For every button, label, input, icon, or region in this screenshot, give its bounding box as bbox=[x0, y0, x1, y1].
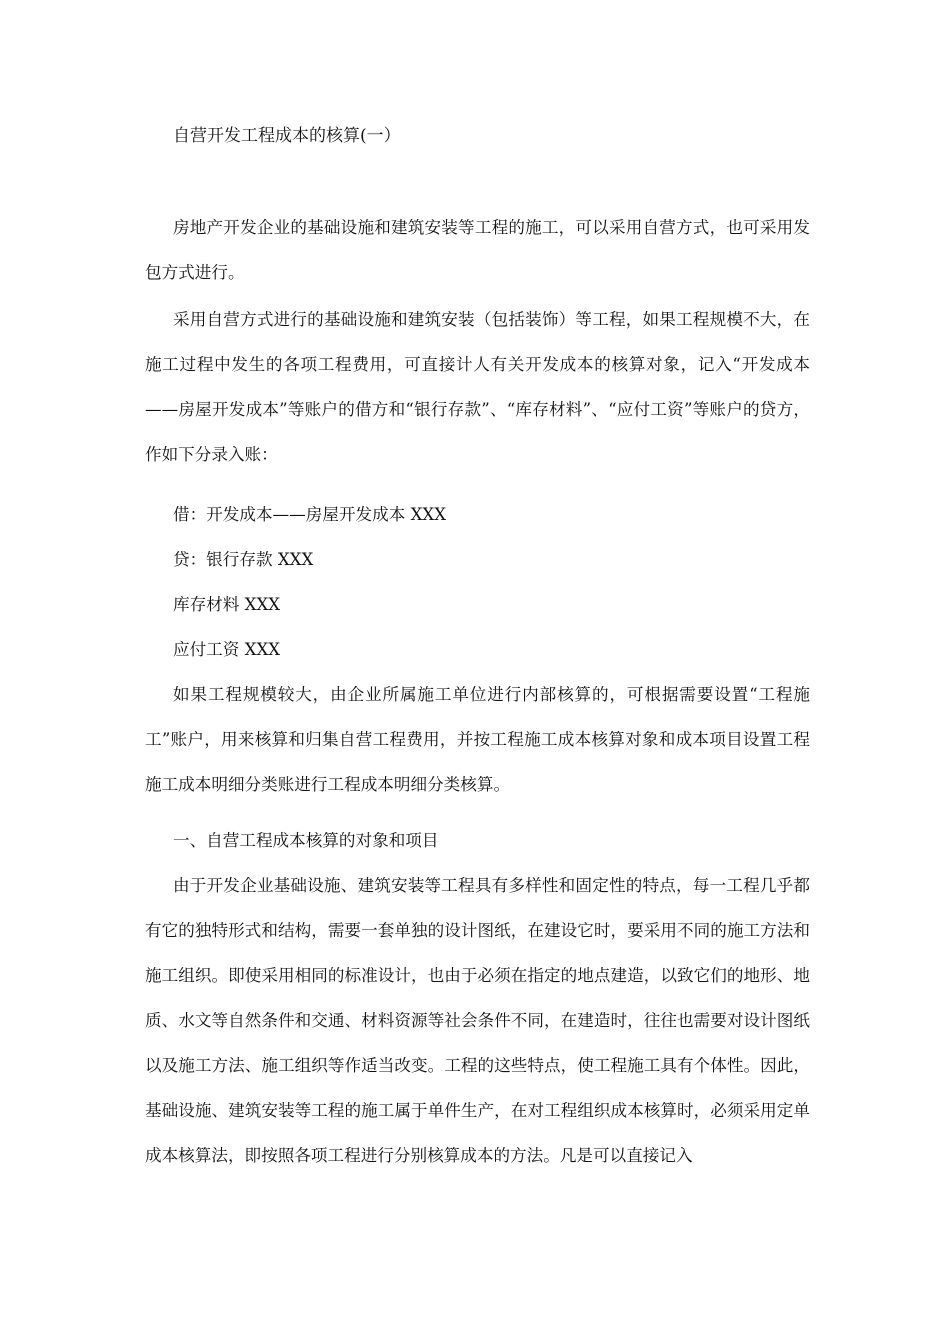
paragraph-intro: 房地产开发企业的基础设施和建筑安装等工程的施工，可以采用自营方式，也可采用发包方式进行。 bbox=[145, 218, 810, 282]
paragraph-large-scale: 如果工程规模较大，由企业所属施工单位进行内部核算的，可根据需要设置“工程施工”账户，用来核算和归集自营工程费用，并按工程施工成本核算对象和成本项目设置工程施工成本明细分类账进行工程成本明细分类核算。 bbox=[145, 685, 810, 794]
entry-credit-materials: 库存材料 XXX bbox=[173, 595, 281, 614]
entry-debit: 借：开发成本——房屋开发成本 XXX bbox=[173, 505, 447, 524]
entry-credit-wages: 应付工资 XXX bbox=[173, 640, 281, 659]
section-heading: 一、自营工程成本核算的对象和项目 bbox=[173, 831, 439, 850]
paragraph-self-operated: 采用自营方式进行的基础设施和建筑安装（包括装饰）等工程，如果工程规模不大，在施工过程中发生的各项工程费用，可直接计人有关开发成本的核算对象，记入“开发成本——房屋开发成本”等账户的借方和“银行存款”、“库存材料”、“应付工资”等账户的贷方，作如下分录入账： bbox=[145, 310, 810, 464]
paragraph-characteristics: 由于开发企业基础设施、建筑安装等工程具有多样性和固定性的特点，每一工程几乎都有它的独特形式和结构，需要一套单独的设计图纸，在建设它时，要采用不同的施工方法和施工组织。即使采用相同的标准设计，也由于必须在指定的地点建造，以致它们的地形、地质、水文等自然条件和交通、材料资源等社会条件不同，在建造时，往往也需要对设计图纸以及施工方法、施工组织等作适当改变。工程的这些特点，使工程施工具有个体性。因此，基础设施、建筑安装等工程的施工属于单件生产，在对工程组织成本核算时，必须采用定单成本核算法，即按照各项工程进行分别核算成本的方法。凡是可以直接记入 bbox=[145, 876, 810, 1165]
document-title: 自营开发工程成本的核算(一） bbox=[173, 126, 401, 146]
entry-credit-bank: 贷：银行存款 XXX bbox=[173, 550, 314, 569]
